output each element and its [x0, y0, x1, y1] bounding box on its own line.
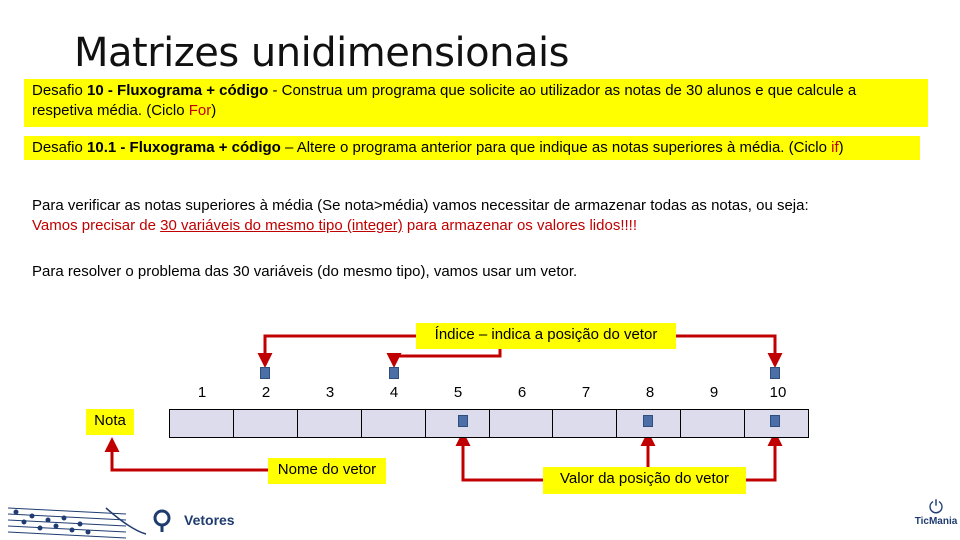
index-label-1: 1: [197, 384, 207, 401]
value-marker-8: [643, 415, 653, 427]
slide-title: Matrizes unidimensionais: [74, 30, 569, 76]
power-icon: ⏻: [928, 497, 944, 517]
index-label-10: 10: [769, 384, 787, 401]
index-label-4: 4: [389, 384, 399, 401]
explanation-line-2: [32, 216, 922, 236]
challenge-10-1-bold: 10.1 - Fluxograma + código: [87, 139, 281, 156]
explanation-line-2-pre: Vamos precisar de: [32, 217, 161, 234]
explanation-line-2-post: para armazenar os valores lidos!!!!: [402, 217, 637, 234]
challenge-10-box: [24, 79, 928, 127]
nota-callout: Nota: [86, 409, 134, 435]
value-marker-10: [770, 415, 780, 427]
vector-intro-paragraph: Para resolver o problema das 30 variáveis (do mesmo tipo), vamos usar um vetor.: [32, 263, 578, 280]
index-marker-2: [260, 367, 270, 379]
challenge-10-1-box: [24, 136, 920, 160]
index-arrow-mid: [394, 349, 500, 365]
challenge-10-1-prefix: Desafio: [32, 139, 88, 156]
vector-cell: [362, 410, 426, 437]
index-label-8: 8: [645, 384, 655, 401]
music-staff-logo: [6, 500, 176, 540]
explanation-line-2-underlined: 30 variáveis do mesmo tipo (integer): [160, 217, 403, 234]
value-arrow-left: [463, 434, 543, 480]
challenge-10-1-suffix: ): [838, 139, 844, 156]
vector-cell: [170, 410, 234, 437]
index-marker-10: [770, 367, 780, 379]
index-marker-4: [389, 367, 399, 379]
vector-cell: [234, 410, 298, 437]
index-arrow-left: [265, 336, 416, 365]
vector-cells: [169, 409, 809, 438]
name-arrow: [112, 440, 268, 470]
tic-circle-icon: [155, 511, 169, 532]
index-arrow-right: [676, 336, 775, 365]
index-label-9: 9: [709, 384, 719, 401]
explanation-line-1: Para verificar as notas superiores à média (Se nota>média) vamos necessitar de armazenar todas as notas, ou seja:: [32, 197, 809, 214]
vector-cell: [553, 410, 617, 437]
vector-name-callout: Nome do vetor: [268, 458, 386, 484]
index-label-2: 2: [261, 384, 271, 401]
value-arrow-right: [746, 434, 775, 480]
index-label-7: 7: [581, 384, 591, 401]
ticmania-label: TicMania: [914, 516, 958, 527]
challenge-10-prefix: Desafio: [32, 82, 88, 99]
ticmania-logo: [914, 498, 958, 540]
vector-cell: [490, 410, 554, 437]
value-marker-5: [458, 415, 468, 427]
footer-section-label: Vetores: [184, 512, 235, 528]
vector-value-callout: Valor da posição do vetor: [543, 467, 746, 494]
challenge-10-loop: For: [188, 102, 212, 119]
index-label-5: 5: [453, 384, 463, 401]
challenge-10-1-text: – Altere o programa anterior para que indique as notas superiores à média. (Ciclo: [280, 139, 832, 156]
vector-cell: [681, 410, 745, 437]
challenge-10-suffix: ): [211, 102, 217, 119]
index-label-3: 3: [325, 384, 335, 401]
challenge-10-text: - Construa um programa que solicite ao utilizador as notas de 30 alunos e que calcule a respetiva média. (Ciclo: [32, 82, 857, 119]
index-label-6: 6: [517, 384, 527, 401]
challenge-10-bold: 10 - Fluxograma + código: [87, 82, 269, 99]
index-callout: Índice – indica a posição do vetor: [416, 323, 676, 349]
vector-cell: [298, 410, 362, 437]
challenge-10-1-loop: if: [831, 139, 839, 156]
explanation-paragraph: [32, 196, 922, 236]
